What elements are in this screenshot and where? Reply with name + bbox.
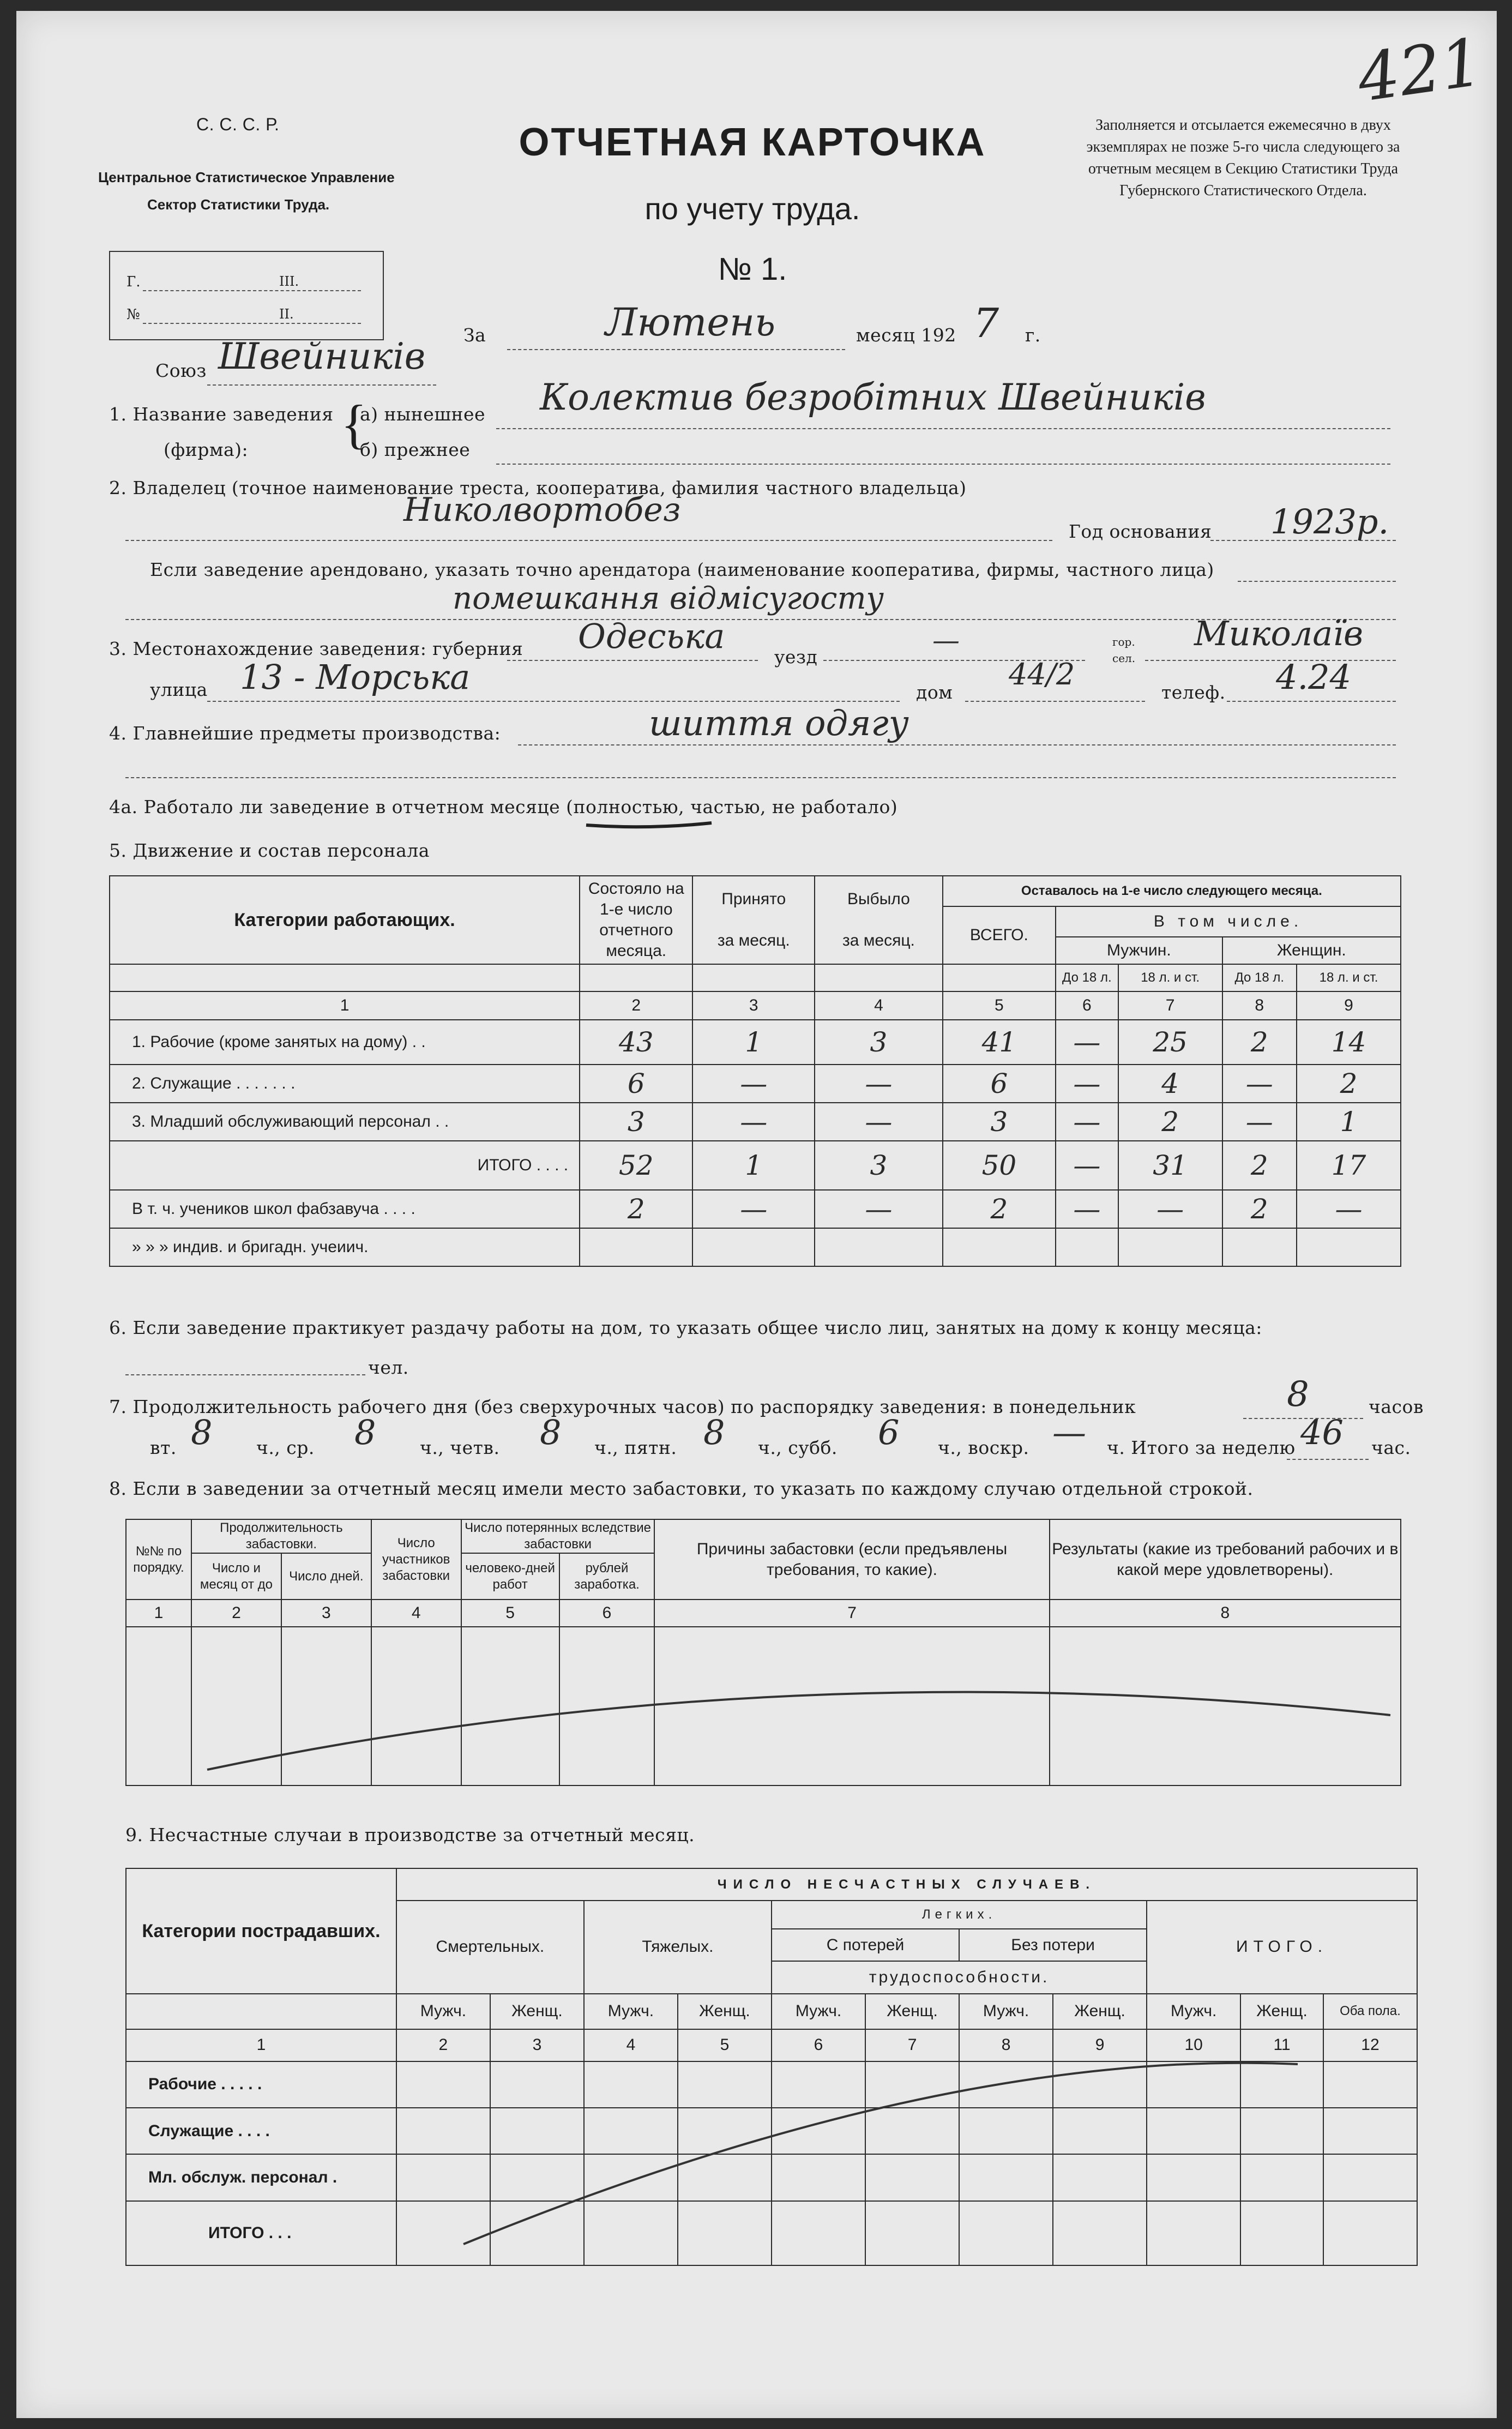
col-num: 12 (1323, 2029, 1417, 2061)
col-num: 3 (281, 1600, 371, 1627)
acc-col-women: Женщ. (1053, 1994, 1147, 2029)
cell: 1 (692, 1020, 815, 1065)
table-row (110, 1228, 1401, 1266)
personnel-table (109, 875, 1401, 1267)
q1-a-label: а) нынешнее (360, 404, 486, 425)
col-women-o18: 18 л. и ст. (1297, 964, 1401, 991)
q4a-underline-mark (583, 815, 714, 832)
cell (1056, 1228, 1118, 1266)
box-line-1: Г. (126, 274, 141, 290)
q6-label: 6. Если заведение практикует раздачу работы на дом, то указать общее число лиц, занятых на дому к концу месяца: (109, 1317, 1262, 1338)
cell: 2 (1118, 1103, 1222, 1141)
strike-col-4: Число участников забастовки (371, 1519, 461, 1600)
strike-col-56: Число потерянных вследствие забастовки (461, 1519, 655, 1553)
q3-phone-value: 4.24 (1276, 657, 1352, 697)
col-num: 2 (396, 2029, 490, 2061)
instruction-text: Заполняется и отсылается ежемесячно в двух экземплярах не позже 5-го числа следующего за отчетным месяцем в Секцию Статистики Труда Губернского Статистического Отдела. (1086, 117, 1400, 199)
cell: 2 (1222, 1020, 1297, 1065)
acc-col-loss: С потерей (772, 1929, 959, 1961)
cell: 43 (580, 1020, 692, 1065)
col-men-o18: 18 л. и ст. (1118, 964, 1222, 991)
cell: 2 (1297, 1065, 1401, 1103)
col-hired-b: за месяц. (717, 931, 790, 949)
table-row (110, 1190, 1401, 1228)
strikes-crossout-stroke (125, 1519, 1401, 1786)
col-num: 1 (126, 2029, 396, 2061)
q3-sel-label: сел. (1112, 652, 1136, 665)
col-num: 5 (461, 1600, 559, 1627)
cell (1118, 1228, 1222, 1266)
period-prefix: За (463, 324, 486, 346)
col-num: 9 (1053, 2029, 1147, 2061)
form-subtitle: по учету труда. (644, 191, 860, 226)
col-num: 6 (1056, 991, 1118, 1020)
row-label: » » » индив. и бригадн. учеиич. (110, 1228, 580, 1266)
acc-col-category: Категории пострадавших. (126, 1868, 396, 1994)
col-women: Женщин. (1222, 937, 1401, 964)
cell: — (692, 1190, 815, 1228)
org-sector: Сектор Статистики Труда. (147, 196, 330, 213)
row-label: ИТОГО . . . (126, 2201, 396, 2265)
acc-col-noloss: Без потери (959, 1929, 1147, 1961)
q2-lease-label: Если заведение арендовано, указать точно арендатора (наименование кооператива, фирмы, частного лица) (150, 559, 1214, 580)
table-row (110, 1065, 1401, 1103)
q3-gub-value: Одеська (578, 616, 725, 656)
row-label: 1. Рабочие (кроме занятых на дому) . . (110, 1020, 580, 1065)
q7-hours: часов (1369, 1396, 1424, 1417)
q1-a-value: Колектив безробітних Швейників (540, 376, 1206, 418)
q7-mon: 8 (1287, 1374, 1309, 1415)
acc-col-men: Мужч. (396, 1994, 490, 2029)
cell (1222, 1228, 1297, 1266)
union-label: Союз (155, 360, 207, 381)
cell: — (815, 1065, 943, 1103)
q4a-label: 4а. Работало ли заведение в отчетном месяце (полностью, частью, не работало) (109, 796, 898, 817)
q3-gor-label: гор. (1112, 635, 1135, 648)
q1-label: 1. Название заведения (109, 404, 334, 425)
cell: 1 (1297, 1103, 1401, 1141)
col-num: 7 (654, 1600, 1049, 1627)
col-num: 10 (1147, 2029, 1240, 2061)
acc-col-heavy: Тяжелых. (584, 1901, 772, 1993)
table-row (110, 1020, 1401, 1065)
col-remain: Оставалось на 1-е число следующего месяца. (943, 876, 1401, 906)
q2-label: 2. Владелец (точное наименование треста, кооператива, фамилия частного владельца) (109, 477, 967, 498)
cell: — (692, 1103, 815, 1141)
cell (815, 1228, 943, 1266)
cell: 41 (943, 1020, 1056, 1065)
cell: — (1297, 1190, 1401, 1228)
strike-col-23: Продолжительность забастовки. (191, 1519, 371, 1553)
q6-unit: чел. (368, 1357, 409, 1378)
org-name: Центральное Статистическое Управление (98, 169, 395, 185)
col-num: 2 (580, 991, 692, 1020)
union-value: Швейників (218, 335, 426, 377)
col-num: 8 (1222, 991, 1297, 1020)
period-month: Лютень (605, 300, 776, 345)
col-start: Состояло на 1-е число отчетного месяца. (580, 876, 692, 964)
form-sheet: С. С. С. Р. Центральное Статистическое Управление Сектор Статистики Труда. Г. III. № II. ОТЧЕТНАЯ КАРТОЧКА по учету труда. № 1. Заполняется и отсылается ежемесячно в двух экземплярах не позже 5-го числа следующего за отчетным месяцем в Секцию Статистики Труда Губернского Статистического Отдела. 421 За Лютень месяц 192 7 г. Союз Швейників 1. Название заведения (фирма): { а) нынешнее Колектив безробітних Швейників б) прежнее 2. Владелец (точное наименование треста, кооператива, фамилия частного владельца) Николвортобез Год основания 1923р. Если заведение арендовано, указать точно арендатора (наименование кооператива, фирмы, частного лица) помешкання відмісугосту 3. Местонахождение заведения: губерния Одеська уезд — гор. сел. Миколаїв улица 13 - Морська дом 44/2 телеф. 4.24 4. Главнейшие предметы производства: шиття одягу 4а. Работало ли заведение в отчетном месяце (полностью, частью, не работало) 5. Движение и состав персонала Категории работающих. Состояло на 1-е число отчетного месяца. Принято за месяц. Выбыло за месяц. Оставалось на 1-е число следующего месяца. ВСЕГО. В том числе. Мужчин. Женщин. До 18 л. 18 л. и ст. До 18 л. 18 л. и ст. 1 2 3 4 5 6 7 8 9 1. Рабочие (кроме занятых на дому) . . 43 1 3 41 — 25 2 14 2. Служащие . . . . . . . 6 — — 6 — 4 — 2 3. Младший обслуживающий персонал . . 3 — — 3 — 2 — 1 ИТОГО . . . . 52 1 3 50 — 31 2 17 В т. ч. учеников школ фабзавуча . . . . 2 — — 2 — — 2 — » » » индив. и бригадн. учеиич. 6. Если заведение практикует раздачу работы на дом, то указать общее число лиц, занятых на дому к концу месяца: чел. 7. Продолжительность рабочего дня (без сверхурочных часов) по распорядку заведения: в понедельник 8 часов вт. 8 ч., ср. 8 ч., четв. 8 ч., пятн. 8 ч., субб. 6 ч., воскр. — ч. Итого за неделю 46 час. 8. Если в заведении за отчетный месяц имели место забастовки, то указать по каждому случаю отдельной строкой. №№ по порядку. Продолжительность забастовки. Число участников забастовки Число потерянных вследствие забастовки Причины забастовки (если предъявлены требования, то какие). Результаты (какие из требований рабочих и в какой мере удовлетворены). Число и месяц от до Число дней. человеко-дней работ рублей заработка. 1 2 3 4 5 6 7 8 9. Несчастные случаи в производстве за отчетный месяц. Категории пострадавших. ЧИСЛО НЕСЧАСТНЫХ СЛУЧАЕВ. Смертельных. Тяжелых. Легких. ИТОГО. С потерей Без потери трудоспособности. Мужч. Женщ. Мужч. Женщ. Мужч. Женщ. Мужч. Женщ. Мужч. Женщ. Оба пола. 1 2 3 4 5 6 7 8 9 10 11 12 Рабочие . . . . . Служащие . . . . Мл. обслуж. персонал . ИТОГО . . . (16, 11, 1497, 2418)
cell: 6 (943, 1065, 1056, 1103)
q5-label: 5. Движение и состав персонала (109, 840, 430, 861)
col-num: 7 (865, 2029, 959, 2061)
col-num: 3 (692, 991, 815, 1020)
cell: 2 (1222, 1190, 1297, 1228)
q3-house-label: дом (916, 682, 953, 703)
q2-value: Николвортобез (403, 491, 681, 529)
strike-col-6: рублей заработка. (559, 1553, 655, 1600)
page-number: 421 (1353, 24, 1487, 117)
cell: 6 (580, 1065, 692, 1103)
q3-house-value: 44/2 (1009, 657, 1075, 692)
form-number: № 1. (718, 251, 787, 287)
q8-label: 8. Если в заведении за отчетный месяц имели место забастовки, то указать по каждому случаю отдельной строкой. (109, 1478, 1254, 1499)
cell: 31 (1118, 1141, 1222, 1190)
row-label: Мл. обслуж. персонал . (126, 2154, 396, 2200)
q3-city-value: Миколаїв (1194, 614, 1364, 653)
col-num: 6 (772, 2029, 865, 2061)
q3-uezd-label: уезд (774, 646, 818, 668)
cell: 25 (1118, 1020, 1222, 1065)
table-row (110, 1103, 1401, 1141)
col-total: ВСЕГО. (943, 906, 1056, 964)
strike-col-3: Число дней. (281, 1553, 371, 1600)
q3-uezd-value: — (932, 624, 960, 656)
cell: — (1056, 1190, 1118, 1228)
cell: — (815, 1103, 943, 1141)
q7-fri: 8 (703, 1412, 725, 1452)
col-num: 2 (191, 1600, 281, 1627)
col-men: Мужчин. (1056, 937, 1222, 964)
acc-col-ability: трудоспособности. (772, 1961, 1147, 1993)
cell: 17 (1297, 1141, 1401, 1190)
acc-col-women: Женщ. (678, 1994, 772, 2029)
cell (1297, 1228, 1401, 1266)
cell: — (1056, 1020, 1118, 1065)
period-mid: месяц 192 (856, 324, 956, 346)
col-men-u18: До 18 л. (1056, 964, 1118, 991)
col-num: 6 (559, 1600, 655, 1627)
strike-col-7: Причины забастовки (если предъявлены требования, то какие). (654, 1519, 1049, 1600)
acc-col-light: Легких. (772, 1901, 1147, 1929)
registration-box (109, 251, 384, 340)
col-num: 8 (1050, 1600, 1401, 1627)
col-num: 11 (1240, 2029, 1323, 2061)
cell (943, 1228, 1056, 1266)
col-num: 7 (1118, 991, 1222, 1020)
cell: 3 (815, 1141, 943, 1190)
q7-thu-label: ч., четв. (420, 1437, 500, 1458)
strike-col-2: Число и месяц от до (191, 1553, 281, 1600)
col-num: 4 (584, 2029, 678, 2061)
q7-tue: 8 (191, 1412, 213, 1452)
cell: — (1056, 1141, 1118, 1190)
acc-col-women: Женщ. (865, 1994, 959, 2029)
box-line-1b: III. (279, 274, 299, 289)
q1-firm: (фирма): (164, 439, 249, 460)
q3-phone-label: телеф. (1161, 682, 1226, 703)
cell: 52 (580, 1141, 692, 1190)
col-num: 5 (943, 991, 1056, 1020)
cell: 3 (943, 1103, 1056, 1141)
col-left-b: за месяц. (842, 931, 915, 949)
col-num: 5 (678, 2029, 772, 2061)
acc-col-total: ИТОГО. (1147, 1901, 1417, 1993)
cell: 2 (580, 1190, 692, 1228)
q2-year-label: Год основания (1069, 521, 1212, 542)
col-hired (692, 876, 815, 964)
q2-lease-value: помешкання відмісугосту (453, 581, 884, 616)
acc-col-top: ЧИСЛО НЕСЧАСТНЫХ СЛУЧАЕВ. (396, 1868, 1417, 1901)
cell: — (815, 1190, 943, 1228)
q4-label: 4. Главнейшие предметы производства: (109, 723, 501, 744)
q7-sat-label: ч., субб. (758, 1437, 838, 1458)
q7-sat: 6 (878, 1412, 900, 1452)
col-incl: В том числе. (1056, 906, 1401, 937)
acc-col-both: Оба пола. (1323, 1994, 1417, 2029)
strike-col-5: человеко-дней работ (461, 1553, 559, 1600)
acc-col-men: Мужч. (959, 1994, 1053, 2029)
cell: 3 (580, 1103, 692, 1141)
q3-label: 3. Местонахождение заведения: губерния (109, 638, 523, 659)
row-label: 3. Младший обслуживающий персонал . . (110, 1103, 580, 1141)
col-num: 8 (959, 2029, 1053, 2061)
row-label: 2. Служащие . . . . . . . (110, 1065, 580, 1103)
cell: 2 (943, 1190, 1056, 1228)
acc-col-fatal: Смертельных. (396, 1901, 584, 1993)
q7-thu: 8 (540, 1412, 562, 1452)
cell (692, 1228, 815, 1266)
q9-label: 9. Несчастные случаи в производстве за отчетный месяц. (125, 1824, 695, 1845)
cell: — (1118, 1190, 1222, 1228)
cell: — (1222, 1103, 1297, 1141)
cell (580, 1228, 692, 1266)
row-label: В т. ч. учеников школ фабзавуча . . . . (110, 1190, 580, 1228)
cell: — (1056, 1065, 1118, 1103)
col-num: 4 (371, 1600, 461, 1627)
col-left (815, 876, 943, 964)
col-women-u18: До 18 л. (1222, 964, 1297, 991)
row-label: ИТОГО . . . . (110, 1141, 580, 1190)
col-hired-a: Принято (721, 890, 786, 908)
col-num: 9 (1297, 991, 1401, 1020)
box-line-2b: II. (279, 306, 294, 322)
q7-sun-label: ч., воскр. (938, 1437, 1029, 1458)
cell: 50 (943, 1141, 1056, 1190)
q1-b-label: б) прежнее (360, 439, 471, 460)
q7-fri-label: ч., пятн. (594, 1437, 677, 1458)
accidents-crossout-stroke (125, 1868, 1418, 2266)
q7-tue-label: вт. (150, 1437, 177, 1458)
period-year: 7 (973, 300, 999, 347)
acc-col-men: Мужч. (584, 1994, 678, 2029)
col-num: 1 (126, 1600, 191, 1627)
q7-week-label: ч. Итого за неделю (1107, 1437, 1296, 1458)
strike-col-1: №№ по порядку. (126, 1519, 191, 1600)
cell: 14 (1297, 1020, 1401, 1065)
cell: — (1056, 1103, 1118, 1141)
q7-wed-label: ч., ср. (256, 1437, 315, 1458)
q7-week-unit: час. (1371, 1437, 1411, 1458)
q7-label: 7. Продолжительность рабочего дня (без сверхурочных часов) по распорядку заведения: в понедельник (109, 1396, 1136, 1417)
q4-value: шиття одягу (649, 704, 909, 744)
col-category: Категории работающих. (110, 876, 580, 964)
row-label: Рабочие . . . . . (126, 2061, 396, 2108)
acc-col-women: Женщ. (490, 1994, 584, 2029)
acc-col-men: Мужч. (772, 1994, 865, 2029)
col-num: 3 (490, 2029, 584, 2061)
cell: — (692, 1065, 815, 1103)
acc-col-women: Женщ. (1240, 1994, 1323, 2029)
table-row-total (110, 1141, 1401, 1190)
strike-col-8: Результаты (какие из требований рабочих и в какой мере удовлетворены). (1050, 1519, 1401, 1600)
q7-sun: — (1052, 1412, 1086, 1452)
column-numbers-row (110, 991, 1401, 1020)
row-label: Служащие . . . . (126, 2108, 396, 2154)
q3-street-label: улица (150, 679, 208, 700)
q2-year-value: 1923р. (1270, 502, 1389, 542)
cell: — (1222, 1065, 1297, 1103)
form-title: ОТЧЕТНАЯ КАРТОЧКА (519, 121, 986, 164)
cell: 1 (692, 1141, 815, 1190)
box-line-2: № (126, 306, 140, 323)
ussr-label: С. С. С. Р. (196, 115, 280, 134)
q3-street-value: 13 - Морська (240, 657, 471, 697)
acc-col-men: Мужч. (1147, 1994, 1240, 2029)
q7-wed: 8 (354, 1412, 376, 1452)
col-num: 4 (815, 991, 943, 1020)
q7-week: 46 (1300, 1412, 1344, 1452)
cell: 3 (815, 1020, 943, 1065)
cell: 4 (1118, 1065, 1222, 1103)
cell: 2 (1222, 1141, 1297, 1190)
col-num: 1 (110, 991, 580, 1020)
col-left-a: Выбыло (847, 890, 910, 908)
period-suffix: г. (1025, 324, 1041, 346)
